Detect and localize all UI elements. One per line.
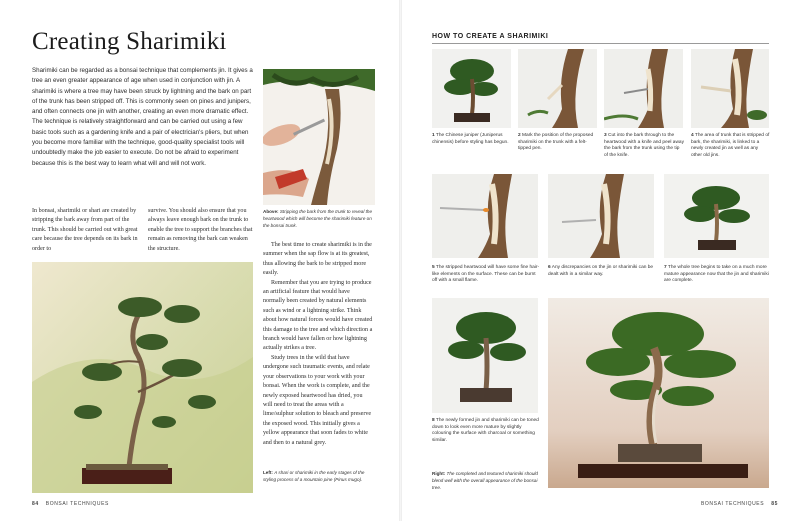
step-3-text: Cut into the bark through to the heartwood with a knife and peel away the bark from the trunk using the tip of the knife.: [604, 133, 684, 158]
steps-heading: HOW TO CREATE A SHARIMIKI: [432, 33, 549, 40]
step-8-caption: [432, 418, 540, 444]
step-1-text: The Chinese juniper (Juniperus chinensis) before styling has begun.: [432, 133, 509, 145]
step-6-number: 6: [548, 265, 551, 270]
page-title: Creating Sharimiki: [32, 28, 227, 55]
caption-above-text: Stripping the bark from the trunk to reveal the heartwood which will become the sharimiki feature on the bonsai trunk.: [263, 209, 373, 228]
mountain-pine-photo: [32, 262, 253, 493]
col3-paragraph-2: Remember that you are trying to produce an artificial feature that would have normally been created by natural elements such as wind or a lightning strike. Think about how natural forces would have created this damage to the tree and which direction a branch would have fallen or how lightning actually strikes a tree.: [263, 279, 373, 352]
caption-right-lead: Right:: [432, 471, 446, 476]
body-column-1: In bonsai, sharimiki or shari are created by stripping the bark away from part of the trunk. This should be carried out with great care because the tree depends on its bark in order to: [32, 208, 138, 252]
step-3-number: 3: [604, 133, 607, 138]
col3-paragraph-3: Study trees in the wild that have undergone such traumatic events, and relate your observations to your work with your bonsai. When the work is complete, and the newly exposed heartwood has dried, you will need to treat the areas with a lime/sulphur solution to bleach and preserve the exposed wood. This initially gives a yellow appearance that soon fades to white and then to a natural grey.: [263, 354, 372, 446]
right-folio: [701, 501, 778, 507]
heading-rule: [432, 43, 769, 44]
step-5-text: The stripped heartwood will have some fine hair-like elements on the surface. These can be burnt off with a small flame.: [432, 265, 540, 284]
body-column-2: survive. You should also ensure that you always leave enough bark on the trunk to enable the tree to support the branches that remain as removing the bark can weaken the structure.: [148, 208, 253, 252]
step-4-number: 4: [691, 133, 694, 138]
intro-paragraph: Sharimiki can be regarded as a bonsai technique that complements jin. It gives a tree an even greater appearance of age when used in conjunction with jin. A sharimiki is where a tree may have been struck by lightning and the bark on part of the trunk has been stripped off. This is commonly seen on pines and junipers, and often connects one jin with another, creating an even more dramatic effect. The technique is relatively straightforward and can be carried out using a few basic tools such as a gardening knife and a pair of electrician's pliers, but when you become more familiar with the technique, good-quality specialist tools will undoubtedly make the job easier to execute. Do not be afraid to experiment because this is the best way to learn what will and will not work.: [32, 67, 253, 167]
body-column-3: [263, 241, 373, 448]
right-running-footer: BONSAI TECHNIQUES: [701, 501, 765, 507]
step-2-photo: [518, 49, 597, 128]
caption-right: [432, 470, 544, 491]
caption-right-text: The completed and textured sharimiki should blend well with the overall appearance of the bonsai tree.: [432, 471, 538, 490]
step-7-caption: [664, 265, 770, 285]
step-1-photo: [432, 49, 511, 128]
left-page-number: 84: [32, 501, 39, 507]
step-4-photo: [691, 49, 769, 128]
caption-above: [263, 208, 375, 229]
step-7-number: 7: [664, 265, 667, 270]
step-4-text: The area of trunk that is stripped of bark, the sharimiki, is linked to a newly created jin as well as any other old jins.: [691, 133, 770, 158]
step-7-photo: [664, 174, 769, 258]
stripping-bark-photo: [263, 69, 375, 205]
left-running-footer: BONSAI TECHNIQUES: [45, 501, 109, 507]
step-6-caption: [548, 265, 656, 278]
step-3-caption: [604, 133, 684, 159]
step-5-caption: [432, 265, 540, 285]
caption-left: [263, 469, 375, 483]
step-1-number: 1: [432, 133, 435, 138]
step-6-text: Any discrepancies on the jin or sharimiki can be dealt with in a similar way.: [548, 265, 654, 277]
step-3-photo: [604, 49, 683, 128]
step-1-caption: [432, 133, 512, 146]
step-8-photo: [432, 298, 538, 413]
caption-above-lead: Above:: [263, 209, 279, 214]
step-5-number: 5: [432, 265, 435, 270]
caption-left-text: A shari or sharimiki in the early stages of the styling process of a mountain pine (Pinus mugo).: [263, 470, 365, 482]
step-8-number: 8: [432, 418, 435, 423]
col3-paragraph-1: The best time to create sharimiki is in the summer when the sap flow is at its greatest, thus allowing the bark to be stripped more easily.: [263, 242, 372, 277]
step-2-number: 2: [518, 133, 521, 138]
step-8-text: The newly formed jin and sharimiki can be toned down to look even more mature by slightly colouring the surface with charcoal or something similar.: [432, 418, 539, 443]
step-2-text: Mark the position of the proposed sharimiki on the trunk with a felt-tipped pen.: [518, 133, 594, 152]
right-page-number: 85: [771, 501, 778, 507]
step-4-caption: [691, 133, 770, 159]
completed-sharimiki-photo: [548, 298, 769, 488]
caption-left-lead: Left:: [263, 470, 273, 475]
left-folio: [32, 501, 109, 507]
step-5-photo: [432, 174, 538, 258]
step-6-photo: [548, 174, 654, 258]
step-2-caption: [518, 133, 598, 153]
step-7-text: The whole tree begins to take on a much more mature appearance now that the jin and sharimiki are complete.: [664, 265, 769, 284]
page-gutter: [399, 0, 402, 521]
